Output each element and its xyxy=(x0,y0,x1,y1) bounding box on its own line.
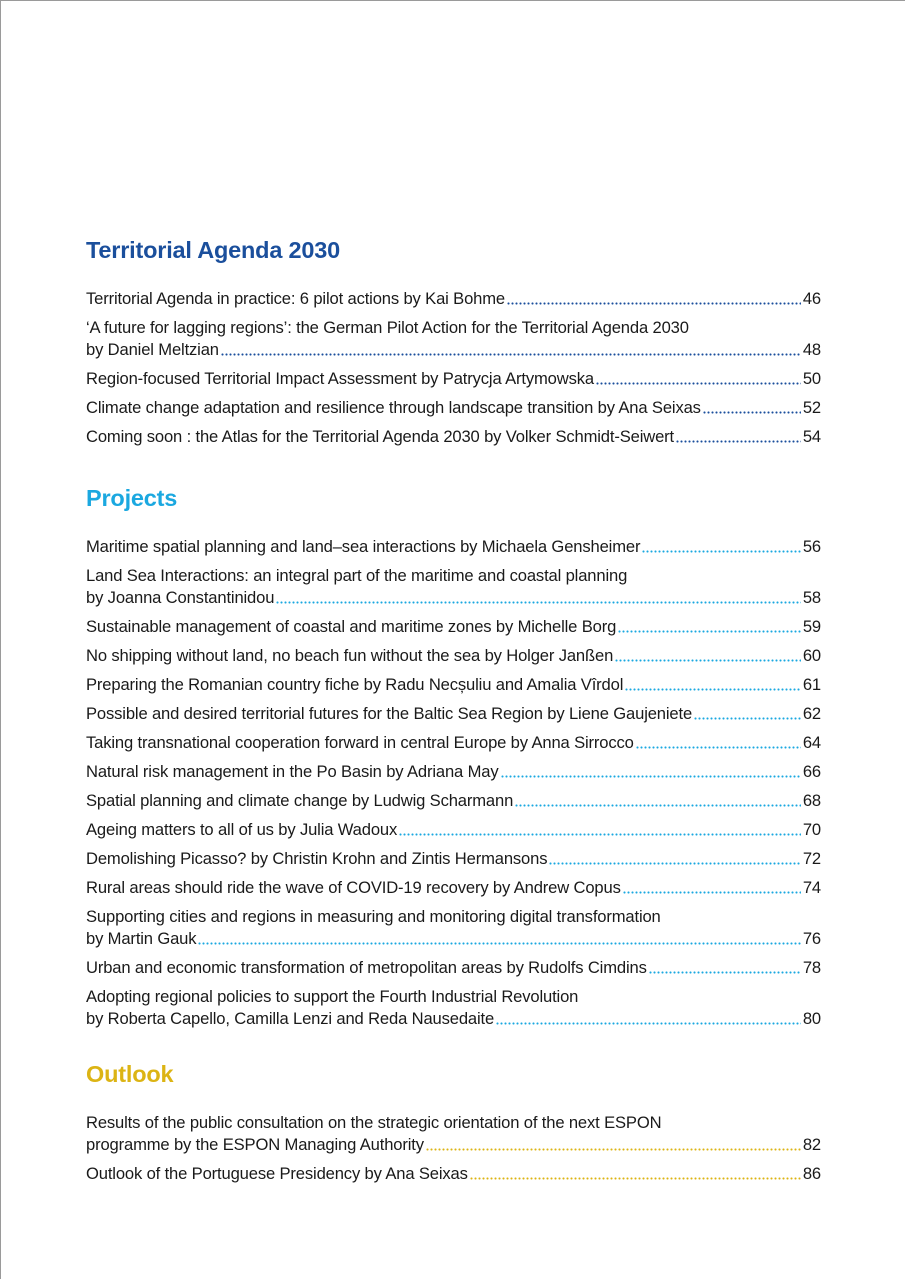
toc-entry[interactable] xyxy=(86,877,821,899)
page-number: 48 xyxy=(802,340,821,359)
page-number: 64 xyxy=(802,733,821,752)
section-heading: Projects xyxy=(86,485,178,511)
entry-title: Climate change adaptation and resilience through landscape transition by Ana Seixas xyxy=(86,398,701,417)
toc-entry[interactable] xyxy=(86,761,821,783)
dot-leader xyxy=(426,1148,801,1151)
entry-title: Rural areas should ride the wave of COVID-19 recovery by Andrew Copus xyxy=(86,878,621,897)
page-number: 58 xyxy=(802,588,821,607)
page-number: 78 xyxy=(802,958,821,977)
toc-entry[interactable] xyxy=(86,674,821,696)
entry-title-line: Results of the public consultation on the strategic orientation of the next ESPON xyxy=(86,1113,662,1132)
page-number: 62 xyxy=(802,704,821,723)
page-number: 59 xyxy=(802,617,821,636)
toc-list xyxy=(86,288,821,448)
entry-title: Possible and desired territorial futures for the Baltic Sea Region by Liene Gaujeniete xyxy=(86,704,693,723)
toc-entry[interactable] xyxy=(86,848,821,870)
page-number: 46 xyxy=(802,289,821,308)
entry-title: Region-focused Territorial Impact Assessment by Patrycja Artymowska xyxy=(86,369,594,388)
toc-entry[interactable] xyxy=(86,819,821,841)
dot-leader xyxy=(549,862,800,865)
page-number: 54 xyxy=(802,427,821,446)
dot-leader xyxy=(501,775,801,778)
section-outlook xyxy=(86,1059,821,1192)
dot-leader xyxy=(676,440,801,443)
entry-title: Taking transnational cooperation forward in central Europe by Anna Sirrocco xyxy=(86,733,634,752)
dot-leader xyxy=(642,550,801,553)
entry-title-line: Supporting cities and regions in measuring and monitoring digital transformation xyxy=(86,907,661,926)
dot-leader xyxy=(507,302,801,305)
toc-entry[interactable] xyxy=(86,288,821,310)
page-number: 80 xyxy=(802,1009,821,1028)
dot-leader xyxy=(276,601,801,604)
page-number: 50 xyxy=(802,369,821,388)
toc-list xyxy=(86,1112,821,1185)
toc-entry[interactable] xyxy=(86,790,821,812)
page-number: 74 xyxy=(802,878,821,897)
dot-leader xyxy=(618,630,801,633)
page-number: 70 xyxy=(802,820,821,839)
page-number: 82 xyxy=(802,1135,821,1154)
entry-title-line: Land Sea Interactions: an integral part of the maritime and coastal planning xyxy=(86,566,628,585)
toc-entry[interactable] xyxy=(86,1112,821,1156)
dot-leader xyxy=(625,688,801,691)
section-projects xyxy=(86,483,821,1037)
entry-title-line: ‘A future for lagging regions’: the German Pilot Action for the Territorial Agenda 2030 xyxy=(86,318,689,337)
toc-entry[interactable] xyxy=(86,703,821,725)
toc-entry[interactable] xyxy=(86,368,821,390)
dot-leader xyxy=(615,659,801,662)
toc-entry[interactable] xyxy=(86,397,821,419)
entry-title: Spatial planning and climate change by Ludwig Scharmann xyxy=(86,791,514,810)
entry-title: Coming soon : the Atlas for the Territorial Agenda 2030 by Volker Schmidt-Seiwert xyxy=(86,427,675,446)
dot-leader xyxy=(399,833,801,836)
toc-entry[interactable] xyxy=(86,732,821,754)
entry-title: Outlook of the Portuguese Presidency by Ana Seixas xyxy=(86,1164,468,1183)
toc-entry[interactable] xyxy=(86,1163,821,1185)
section-heading: Outlook xyxy=(86,1061,174,1087)
section-heading: Territorial Agenda 2030 xyxy=(86,237,340,263)
entry-title: Preparing the Romanian country fiche by Radu Necșuliu and Amalia Vîrdol xyxy=(86,675,624,694)
toc-entry[interactable] xyxy=(86,906,821,950)
page-number: 52 xyxy=(802,398,821,417)
entry-title: Urban and economic transformation of metropolitan areas by Rudolfs Cimdins xyxy=(86,958,647,977)
entry-title: by Roberta Capello, Camilla Lenzi and Reda Nausedaite xyxy=(86,1009,495,1028)
page-number: 68 xyxy=(802,791,821,810)
toc-list xyxy=(86,536,821,1030)
toc-entry[interactable] xyxy=(86,565,821,609)
entry-title: programme by the ESPON Managing Authority xyxy=(86,1135,424,1154)
toc-entry[interactable] xyxy=(86,616,821,638)
dot-leader xyxy=(221,353,801,356)
entry-title: Natural risk management in the Po Basin by Adriana May xyxy=(86,762,499,781)
entry-title: Ageing matters to all of us by Julia Wadoux xyxy=(86,820,398,839)
toc-entry[interactable] xyxy=(86,645,821,667)
toc-entry[interactable] xyxy=(86,957,821,979)
dot-leader xyxy=(496,1022,801,1025)
dot-leader xyxy=(636,746,801,749)
dot-leader xyxy=(623,891,801,894)
dot-leader xyxy=(515,804,801,807)
entry-title: by Joanna Constantinidou xyxy=(86,588,275,607)
page-number: 66 xyxy=(802,762,821,781)
dot-leader xyxy=(703,411,801,414)
dot-leader xyxy=(198,942,800,945)
entry-title-line: Adopting regional policies to support the Fourth Industrial Revolution xyxy=(86,987,579,1006)
dot-leader xyxy=(596,382,801,385)
entry-title: Territorial Agenda in practice: 6 pilot actions by Kai Bohme xyxy=(86,289,505,308)
page-number: 86 xyxy=(802,1164,821,1183)
dot-leader xyxy=(470,1177,801,1180)
page-number: 56 xyxy=(802,537,821,556)
page-number: 60 xyxy=(802,646,821,665)
page-number: 61 xyxy=(802,675,821,694)
entry-title: No shipping without land, no beach fun without the sea by Holger Janßen xyxy=(86,646,614,665)
toc-entry[interactable] xyxy=(86,536,821,558)
page-number: 76 xyxy=(802,929,821,948)
page-number: 72 xyxy=(802,849,821,868)
entry-title: by Martin Gauk xyxy=(86,929,197,948)
entry-title: Demolishing Picasso? by Christin Krohn and Zintis Hermansons xyxy=(86,849,548,868)
toc-entry[interactable] xyxy=(86,317,821,361)
entry-title: by Daniel Meltzian xyxy=(86,340,219,359)
section-territorial-agenda xyxy=(86,235,821,455)
dot-leader xyxy=(649,971,801,974)
dot-leader xyxy=(694,717,801,720)
toc-entry[interactable] xyxy=(86,426,821,448)
entry-title: Sustainable management of coastal and maritime zones by Michelle Borg xyxy=(86,617,617,636)
toc-entry[interactable] xyxy=(86,986,821,1030)
entry-title: Maritime spatial planning and land–sea interactions by Michaela Gensheimer xyxy=(86,537,641,556)
